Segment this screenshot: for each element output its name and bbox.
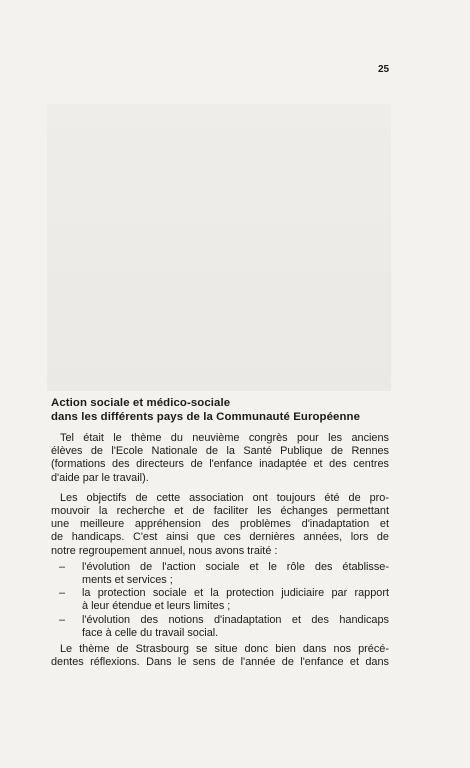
text-line: dentes réflexions. Dans le sens de l'année de l'enfance et dans (51, 656, 389, 669)
text-line: face à celle du travail social. (82, 626, 219, 639)
list-item (51, 614, 389, 640)
article-heading (51, 396, 389, 424)
text-line: Le thème de Strasbourg se situe donc bien dans nos précé- (60, 643, 389, 656)
text-line: la protection sociale et la protection judiciaire par rapport (82, 587, 389, 600)
text-line: ments et services ; (82, 574, 173, 587)
paragraph-1 (51, 432, 389, 485)
photo-placeholder (47, 104, 391, 391)
article (51, 396, 389, 676)
text-line: une meilleure appréhension des problèmes d'inadaptation et (51, 518, 389, 531)
page-number: 25 (378, 64, 390, 75)
text-line: notre regroupement annuel, nous avons traité : (51, 544, 278, 557)
text-line: Tel était le thème du neuvième congrès pour les anciens (60, 432, 389, 444)
paragraph-2 (51, 492, 389, 558)
bullet-dash: – (59, 587, 66, 600)
heading-line-1: Action sociale et médico-sociale (51, 397, 231, 409)
text-line: de handicaps. C'est ainsi que ces dernières années, lors de (51, 531, 389, 544)
list-item (51, 587, 389, 613)
text-line: mouvoir la recherche et de faciliter les échanges permettant (51, 505, 389, 518)
text-line: d'aide par le travail). (51, 471, 149, 484)
text-line: Les objectifs de cette association ont toujours été de pro- (60, 491, 389, 504)
bullet-dash: – (59, 613, 66, 626)
paragraph-3 (51, 643, 389, 669)
bullet-dash: – (59, 560, 66, 573)
list-item (51, 561, 389, 587)
text-line: l'évolution des notions d'inadaptation et des handicaps (82, 613, 389, 626)
topic-list (51, 561, 389, 640)
text-line: à leur étendue et leurs limites ; (82, 600, 231, 613)
text-line: l'évolution de l'action sociale et le rôle des établisse- (82, 560, 389, 573)
heading-line-2: dans les différents pays de la Communauté Européenne (51, 411, 361, 423)
text-line: (formations des directeurs de l'enfance inadaptée et des centres (51, 458, 389, 471)
text-line: élèves de l'Ecole Nationale de la Santé Publique de Rennes (51, 445, 389, 458)
